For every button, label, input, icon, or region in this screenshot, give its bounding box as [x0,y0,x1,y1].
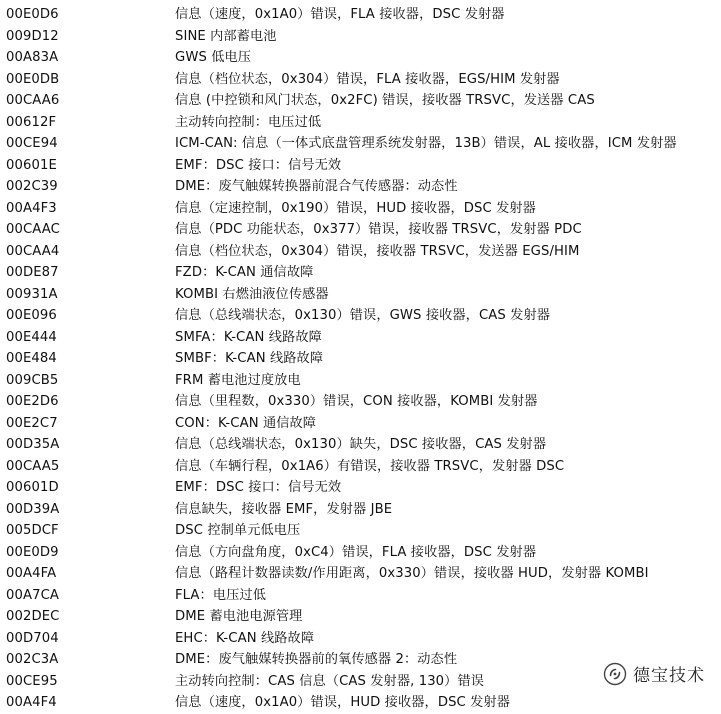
fault-description: GWS 低电压 [175,50,252,65]
fault-row [0,241,721,263]
fault-code: 00A4F3 [6,200,57,216]
fault-row [0,692,721,714]
fault-row [0,47,721,69]
fault-row [0,477,721,499]
fault-code: 002C39 [6,179,58,194]
fault-code: 00E444 [6,329,57,345]
fault-row [0,413,721,435]
fault-description: DME：废气触媒转换器前的氧传感器 2：动态性 [175,652,458,667]
fault-description: DSC 控制单元低电压 [175,523,301,538]
fault-code: 00E484 [6,351,57,366]
fault-row [0,69,721,91]
fault-code: 00D35A [6,437,60,452]
fault-description: 信息（车辆行程，0x1A6）有错误，接收器 TRSVC，发射器 DSC [175,458,565,474]
fault-code: 00E2C7 [6,415,58,431]
fault-description: FRM 蓄电池过度放电 [175,372,301,388]
fault-description: 主动转向控制：电压过低 [175,114,322,130]
fault-description: SMBF：K-CAN 线路故障 [175,351,324,366]
fault-row [0,520,721,542]
fault-code: 002DEC [6,609,60,624]
fault-description: FZD：K-CAN 通信故障 [175,265,314,280]
fault-code: 00DE87 [6,265,59,280]
fault-row [0,628,721,650]
fault-description: 主动转向控制：CAS 信息（CAS 发射器, 130）错误 [175,673,485,689]
fault-description: KOMBI 右燃油液位传感器 [175,286,329,302]
fault-code: 00A83A [6,50,59,65]
fault-row [0,499,721,521]
fault-row [0,542,721,564]
fault-row [0,133,721,155]
fault-row [0,26,721,48]
fault-description: 信息（定速控制，0x190）错误，HUD 接收器，DSC 发射器 [175,200,536,216]
fault-code: 00931A [6,286,58,302]
fault-description: DME 蓄电池电源管理 [175,609,303,624]
fault-code: 00CAAC [6,222,60,237]
fault-description: 信息 (中控锁和风门状态，0x2FC) 错误，接收器 TRSVC，发送器 CAS [175,93,595,108]
fault-code: 00E0D6 [6,7,59,22]
fault-description: SMFA：K-CAN 线路故障 [175,329,322,345]
fault-code: 00601E [6,157,57,173]
fault-row [0,4,721,26]
fault-code: 005DCF [6,523,59,538]
fault-description: FLA：电压过低 [175,587,266,603]
fault-code: 002C3A [6,652,59,667]
fault-row [0,563,721,585]
fault-description: 信息（速度，0x1A0）错误，FLA 接收器，DSC 发射器 [175,7,505,22]
fault-description: EMF：DSC 接口：信号无效 [175,157,342,173]
fault-row [0,606,721,628]
fault-code: 00A4FA [6,566,57,581]
fault-code: 009D12 [6,28,59,44]
fault-description: 信息（总线端状态，0x130）错误，GWS 接收器，CAS 发射器 [175,308,551,323]
fault-code: 00CE95 [6,673,58,689]
fault-row [0,327,721,349]
fault-row [0,219,721,241]
fault-row [0,198,721,220]
fault-code: 00E0DB [6,71,60,87]
fault-code: 00E096 [6,308,57,323]
fault-description: 信息（PDC 功能状态，0x377）错误，接收器 TRSVC，发射器 PDC [175,222,582,237]
fault-row [0,155,721,177]
wechat-official-account-icon [603,662,627,686]
fault-row [0,305,721,327]
fault-code: 00E0D9 [6,544,59,560]
fault-code: 00CE94 [6,136,58,151]
fault-description: 信息（总线端状态，0x130）缺失，DSC 接收器，CAS 发射器 [175,437,547,452]
fault-row [0,585,721,607]
fault-row [0,90,721,112]
fault-description: SINE 内部蓄电池 [175,28,277,44]
fault-code: 009CB5 [6,372,59,388]
fault-description: 信息（方向盘角度，0xC4）错误，FLA 接收器，DSC 发射器 [175,544,537,560]
fault-row [0,456,721,478]
fault-code: 00CAA5 [6,458,60,474]
fault-description: 信息缺失，接收器 EMF，发射器 JBE [175,501,393,517]
fault-row [0,370,721,392]
fault-description: 信息（里程数，0x330）错误，CON 接收器，KOMBI 发射器 [175,394,538,409]
fault-row [0,348,721,370]
fault-code: 00D39A [6,501,60,517]
fault-code: 00A4F4 [6,695,57,710]
fault-code: 00612F [6,114,57,130]
watermark-text: 德宝技术 [633,666,705,686]
fault-code: 00E2D6 [6,394,59,409]
fault-description: 信息（速度，0x1A0）错误，HUD 接收器，DSC 发射器 [175,695,511,710]
fault-code: 00D704 [6,630,59,646]
fault-description: EMF：DSC 接口：信号无效 [175,480,342,495]
fault-code: 00CAA6 [6,93,60,108]
fault-row [0,284,721,306]
fault-description: DME：废气触媒转换器前混合气传感器：动态性 [175,179,458,194]
fault-code-list [0,4,721,714]
fault-code: 00A7CA [6,587,60,603]
fault-description: CON：K-CAN 通信故障 [175,415,317,431]
fault-row [0,391,721,413]
fault-description: EHC：K-CAN 线路故障 [175,630,315,646]
fault-description: ICM-CAN: 信息（一体式底盘管理系统发射器，13B）错误，AL 接收器，ICM 发射器 [175,136,677,151]
fault-row [0,176,721,198]
fault-description: 信息（路程计数器读数/作用距离，0x330）错误，接收器 HUD，发射器 KOMBI [175,566,649,581]
fault-code: 00601D [6,480,59,495]
fault-row [0,112,721,134]
fault-description: 信息（档位状态，0x304）错误，FLA 接收器，EGS/HIM 发射器 [175,71,560,87]
fault-row [0,262,721,284]
fault-code: 00CAA4 [6,243,60,259]
fault-description: 信息（档位状态，0x304）错误，接收器 TRSVC，发送器 EGS/HIM [175,243,580,259]
fault-row [0,434,721,456]
watermark [601,659,709,688]
